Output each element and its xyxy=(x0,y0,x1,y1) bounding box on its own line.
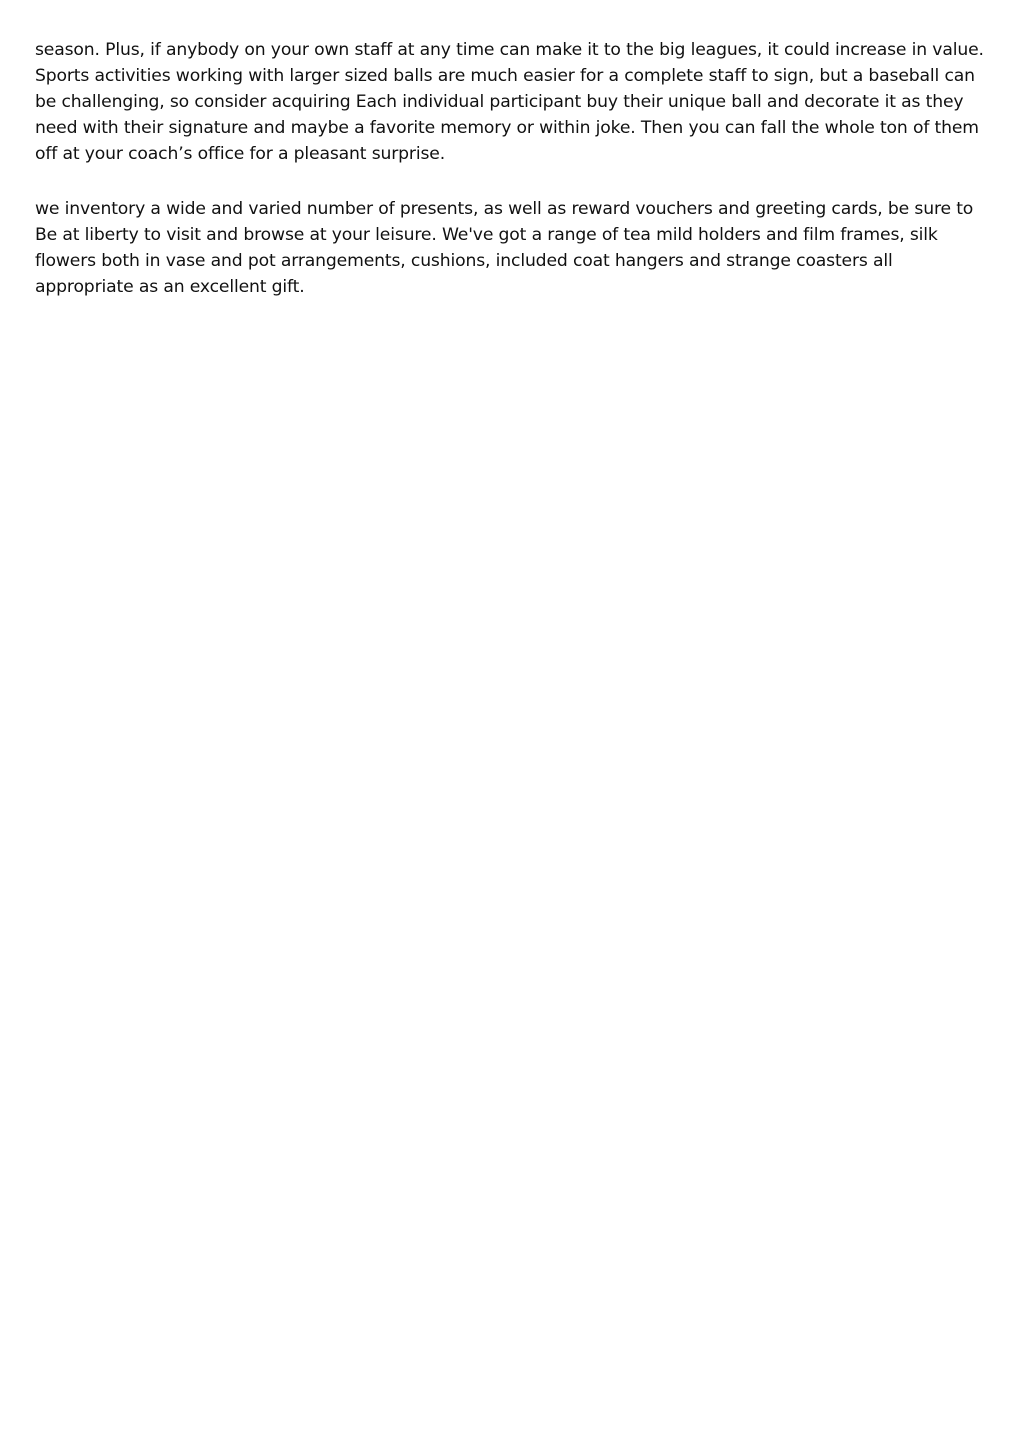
paragraph-1: season. Plus, if anybody on your own staff at any time can make it to the big leagues, it could increase in value. Sports activities working with larger sized balls are much easier for a complete staff to sign, but a baseball can be challenging, so consider acquiring Each individual participant buy their unique ball and decorate it as they need with their signature and maybe a favorite memory or within joke. Then you can fall the whole ton of them off at your coach’s office for a pleasant surprise. xyxy=(35,40,984,164)
paragraph-2: we inventory a wide and varied number of presents, as well as reward vouchers and greeting cards, be sure to Be at liberty to visit and browse at your leisure. We've got a range of tea mild holders and film frames, silk flowers both in vase and pot arrangements, cushions, included coat hangers and strange coasters all appropriate as an excellent gift. xyxy=(35,199,974,297)
document-page xyxy=(35,37,985,329)
